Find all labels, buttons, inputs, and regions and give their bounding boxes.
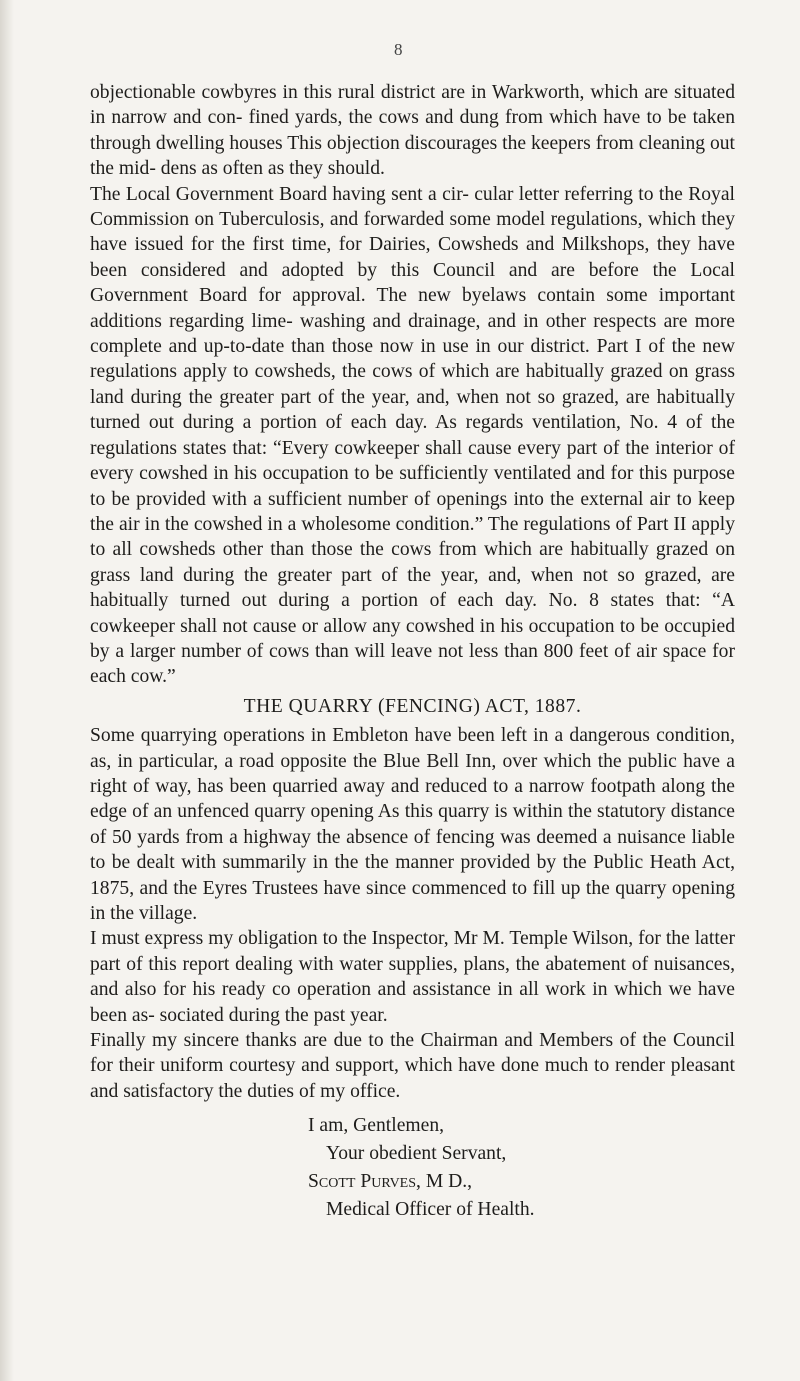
paragraph-thanks: Finally my sincere thanks are due to the Chairman and Members of the Council for their uniform courtesy and support, which have done much to render pleasant and satisfactory the duties of my office. bbox=[90, 1030, 735, 1102]
paragraph-acknowledgement: I must express my obligation to the Inspector, Mr M. Temple Wilson, for the latter part of this report dealing with water supplies, plans, the abatement of nuisances, and also for his ready co operation and assistance in all work in which we have been as- sociated during the past year. bbox=[90, 928, 735, 1026]
signoff-closing: Your obedient Servant, bbox=[326, 1143, 507, 1165]
page-edge-shadow bbox=[0, 0, 14, 1381]
paragraph-cowbyres: objectionable cowbyres in this rural district are in Warkworth, which are situated in narrow and con- fined yards, the cows and dung from which have to be taken through dwelling houses This objection discourages the keepers from cleaning out the mid- dens as often as they should. bbox=[90, 82, 735, 180]
signoff-block bbox=[90, 1112, 735, 1224]
paragraph-regulations: The Local Government Board having sent a cir- cular letter referring to the Royal Commission on Tuberculosis, and forwarded some model regulations, which they have issued for the first time, for Dairies, Cowsheds and Milkshops, they have been considered and adopted by this Council and are before the Local Government Board for approval. The new byelaws contain some important additions regarding lime- washing and drainage, and in other respects are more complete and up-to-date than those now in use in our district. Part I of the new regulations apply to cowsheds, the cows of which are habitually grazed on grass land during the greater part of the year, and, when not so grazed, are habitually turned out during a portion of each day. As regards ventilation, No. 4 of the regulations states that: “Every cowkeeper shall cause every part of the interior of every cowshed in his occupation to be sufficiently ventilated and for this purpose to be provided with a sufficient number of openings into the external air to keep the air in the cowshed in a wholesome condition.” The regulations of Part II apply to all cowsheds other than those the cows from which are habitually grazed on grass land during the greater part of the year, and, when not so grazed, are habitually turned out during a portion of each day. No. 8 states that: “A cowkeeper shall not cause or allow any cowshed in his occupation to be occupied by a larger number of cows than will leave not less than 800 feet of air space for each cow.” bbox=[90, 183, 735, 688]
section-heading-quarry-act: THE QUARRY (FENCING) ACT, 1887. bbox=[243, 695, 582, 717]
signoff-author-name: Scott Purves, M D., bbox=[308, 1171, 473, 1193]
body-text bbox=[90, 80, 735, 1224]
signoff-author-title: Medical Officer of Health. bbox=[326, 1199, 535, 1221]
signoff-salutation: I am, Gentlemen, bbox=[308, 1115, 445, 1137]
paragraph-quarrying: Some quarrying operations in Embleton have been left in a dangerous condition, as, in particular, a road opposite the Blue Bell Inn, over which the public have a right of way, has been quarried away and reduced to a narrow footpath along the edge of an unfenced quarry opening As this quarry is within the statutory distance of 50 yards from a highway the absence of fencing was deemed a nuisance liable to be dealt with summarily in the the manner provided by the Public Heath Act, 1875, and the Eyres Trustees have since commenced to fill up the quarry opening in the village. bbox=[90, 725, 735, 924]
page-number: 8 bbox=[394, 40, 403, 59]
